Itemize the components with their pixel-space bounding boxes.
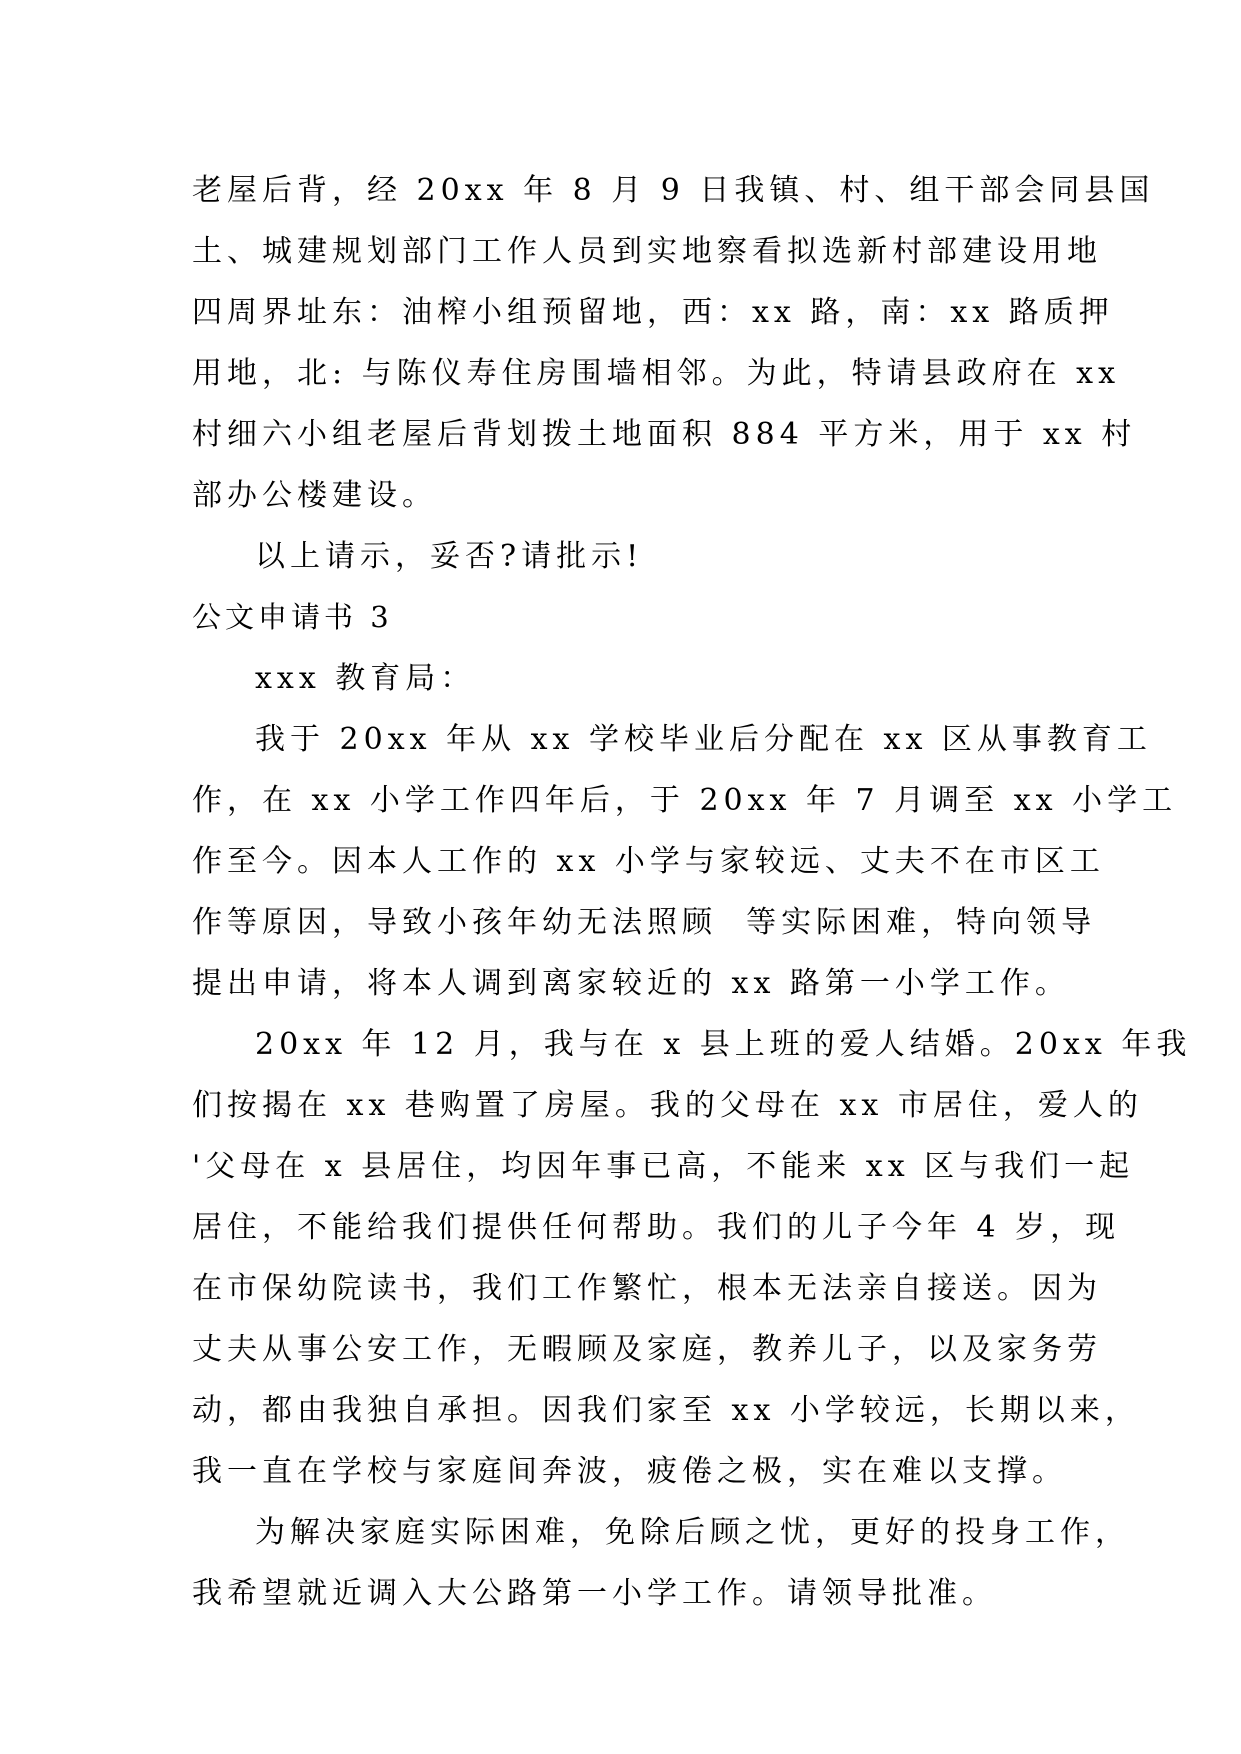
paragraph-transfer-intro <box>192 709 1178 1014</box>
text-line: 20xx 年 12 月，我与在 x 县上班的爱人结婚。20xx 年我 <box>255 1027 1192 1062</box>
text-line: 村细六小组老屋后背划拨土地面积 884 平方米，用于 xx 村 <box>192 417 1137 452</box>
text-line: 以上请示，妥否?请批示! <box>255 539 644 574</box>
paragraph-closing-request <box>192 526 1062 587</box>
text-line: 老屋后背，经 20xx 年 8 月 9 日我镇、村、组干部会同县国 <box>192 173 1155 208</box>
document-body <box>192 160 1192 1624</box>
paragraph-family-situation <box>192 1014 1192 1502</box>
text-line: 动，都由我独自承担。因我们家至 xx 小学较远，长期以来， <box>192 1393 1140 1428</box>
text-line: 用地，北: 与陈仪寿住房围墙相邻。为此，特请县政府在 xx <box>192 356 1121 391</box>
text-line: 作等原因，导致小孩年幼无法照顾 等实际困难，特向领导 <box>192 905 1097 940</box>
text-line: 提出申请，将本人调到离家较近的 xx 路第一小学工作。 <box>192 966 1070 1001</box>
text-line: 我希望就近调入大公路第一小学工作。请领导批准。 <box>192 1576 997 1611</box>
salutation: xxx 教育局： <box>255 661 476 696</box>
text-line: '父母在 x 县居住，均因年事已高，不能来 xx 区与我们一起 <box>192 1149 1135 1184</box>
text-line: 我一直在学校与家庭间奔波，疲倦之极，实在难以支撑。 <box>192 1454 1067 1489</box>
paragraph-conclusion <box>192 1502 1130 1624</box>
text-line: 部办公楼建设。 <box>192 478 437 513</box>
text-line: 居住，不能给我们提供任何帮助。我们的儿子今年 4 岁，现 <box>192 1210 1121 1245</box>
text-line: 为解决家庭实际困难，免除后顾之忧，更好的投身工作， <box>255 1515 1130 1550</box>
section-heading: 公文申请书 3 <box>192 600 393 634</box>
text-line: 土、城建规划部门工作人员到实地察看拟选新村部建设用地 <box>192 234 1102 269</box>
text-line: 丈夫从事公安工作，无暇顾及家庭，教养儿子，以及家务劳 <box>192 1332 1102 1367</box>
paragraph-land-request <box>192 160 1155 526</box>
text-line: 在市保幼院读书，我们工作繁忙，根本无法亲自接送。因为 <box>192 1271 1102 1306</box>
text-line: 作至今。因本人工作的 xx 小学与家较远、丈夫不在市区工 <box>192 844 1105 879</box>
text-line: 我于 20xx 年从 xx 学校毕业后分配在 xx 区从事教育工 <box>255 722 1152 757</box>
text-line: 四周界址东：油榨小组预留地，西：xx 路，南：xx 路质押 <box>192 295 1114 330</box>
text-line: 们按揭在 xx 巷购置了房屋。我的父母在 xx 市居住，爱人的 <box>192 1088 1143 1123</box>
text-line: 作，在 xx 小学工作四年后，于 20xx 年 7 月调至 xx 小学工 <box>192 783 1178 818</box>
